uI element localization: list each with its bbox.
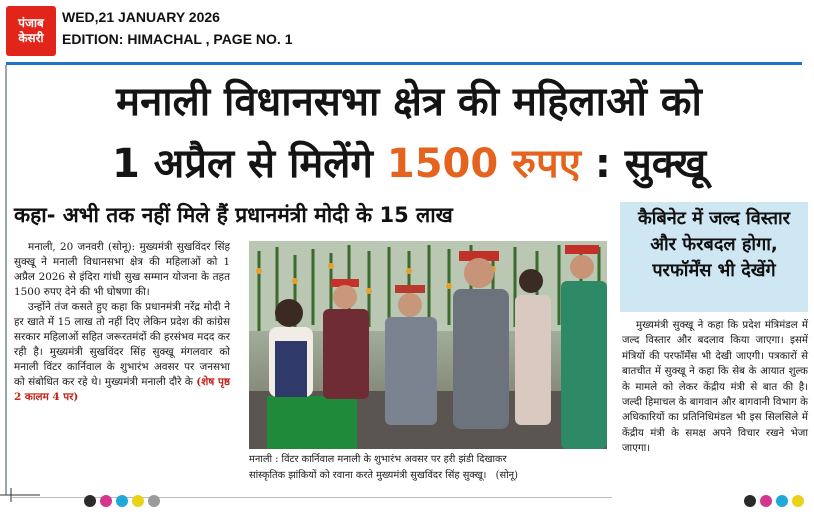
sidebar-headline: कैबिनेट में जल्द विस्तार और फेरबदल होगा, परफॉर्मेंस भी देखेंगे <box>620 202 808 312</box>
continued-note: (शेष पृष्ठ 2 कालम 4 पर) <box>14 376 231 403</box>
photo-caption <box>249 452 609 484</box>
headline-line-2 <box>14 138 804 190</box>
header-rule <box>6 62 802 65</box>
sidebar-paragraph: मुख्यमंत्री सुक्खू ने कहा कि प्रदेश मंत्रिमंडल में जल्द विस्तार और बदलाव किया जाएगा। इसमें मंत्रियों की परफॉर्मेंस भी देखी जाएगी। पत्रकारों से बातचीत में सुक्खू ने कहा कि सेब के आयात शुल्क के मामले को लेकर केंद्रीय मंत्री से बात की है। जल्दी हिमाचल के बागवान और बागवानी विभाग के अधिकारियों का प्रतिनिधिमंडल भी इस सिलसिले में केंद्रीय मंत्री के समक्ष अपने विचार रखने भेजा जाएगा। <box>622 320 808 455</box>
photo-illustration <box>249 241 607 449</box>
registration-dot <box>132 495 144 507</box>
headline-line-2-end: : सुक्खू <box>580 141 707 187</box>
headline-amount: 1500 रुपए <box>386 141 581 187</box>
color-registration-dots-left <box>84 495 160 507</box>
registration-dot <box>776 495 788 507</box>
newspaper-logo <box>6 6 56 56</box>
article-paragraph-1: मनाली, 20 जनवरी (सोनू): मुख्यमंत्री सुखविंदर सिंह सुक्खू ने मनाली विधानसभा क्षेत्र की महिलाओं को 1 अप्रैल 2026 से इंदिरा गांधी सुख सम्मान योजना के तहत 1500 रुपए देने की भी घोषणा की। <box>14 241 230 298</box>
photo-credit: (सोनू) <box>495 470 518 481</box>
logo-line-1: पंजाब <box>18 16 44 30</box>
registration-dot <box>148 495 160 507</box>
headline-line-1: मनाली विधानसभा क्षेत्र की महिलाओं को <box>116 79 702 125</box>
edition-info: EDITION: HIMACHAL , PAGE NO. 1 <box>62 31 293 47</box>
registration-dot <box>760 495 772 507</box>
color-registration-dots-right <box>744 495 804 507</box>
sidebar-body <box>622 318 808 457</box>
headline-line-2-start: 1 अप्रैल से मिलेंगे <box>111 141 387 187</box>
edition-date: WED,21 JANUARY 2026 <box>62 9 220 25</box>
registration-dot <box>84 495 96 507</box>
article-body <box>14 240 230 405</box>
registration-dot <box>116 495 128 507</box>
article-paragraph-2-text: उन्होंने तंज कसते हुए कहा कि प्रधानमंत्री नरेंद्र मोदी ने हर खाते में 15 लाख तो नहीं दिए लेकिन प्रदेश की कांग्रेस सरकार महिलाओं सहित जरूरतमंदों की हरसंभव मदद कर रही है। मुख्यमंत्री सुखविंदर सिंह सुक्खू मंगलवार को मनाली विंटर कार्निवाल के शुभारंभ अवसर पर जनसभा को संबोधित कर रहे थे। मुख्यमंत्री मनाली दौरे के <box>14 301 230 388</box>
caption-line-2 <box>249 468 609 484</box>
logo-line-2: केसरी <box>18 31 44 45</box>
registration-mark-left <box>0 486 40 502</box>
frame-border-left <box>5 65 7 495</box>
caption-line-1: मनाली : विंटर कार्निवाल मनाली के शुभारंभ अवसर पर हरी झंडी दिखाकर <box>249 454 507 465</box>
registration-dot <box>100 495 112 507</box>
news-photo <box>249 241 607 449</box>
registration-dot <box>792 495 804 507</box>
subheadline: कहा- अभी तक नहीं मिले हैं प्रधानमंत्री मोदी के 15 लाख <box>14 203 453 227</box>
article-paragraph-2 <box>14 300 230 405</box>
caption-line-2-text: सांस्कृतिक झांकियों को रवाना करते मुख्यमंत्री सुखविंदर सिंह सुक्खू। <box>249 470 487 481</box>
registration-dot <box>744 495 756 507</box>
